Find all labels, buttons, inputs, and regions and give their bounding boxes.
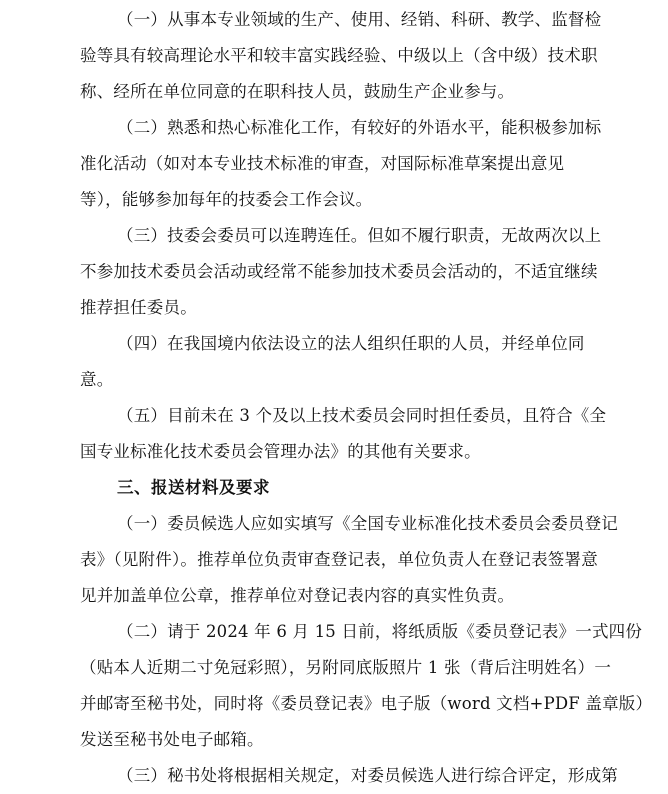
text-line: 不参加技术委员会活动或经常不能参加技术委员会活动的，不适宜继续 xyxy=(80,262,598,281)
text-line: 称、经所在单位同意的在职科技人员，鼓励生产企业参与。 xyxy=(80,82,515,101)
text-line: （一）委员候选人应如实填写《全国专业标准化技术委员会委员登记 xyxy=(117,514,618,533)
text-line: 发送至秘书处电子邮箱。 xyxy=(80,730,264,749)
text-line: （三）技委会委员可以连聘连任。但如不履行职责，无故两次以上 xyxy=(117,226,602,245)
text-line: （四）在我国境内依法设立的法人组织任职的人员，并经单位同 xyxy=(117,334,585,353)
text-line: （二）熟悉和热心标准化工作，有较好的外语水平，能积极参加标 xyxy=(117,118,602,137)
text-line: （贴本人近期二寸免冠彩照），另附同底版照片 1 张（背后注明姓名）一 xyxy=(80,658,612,677)
text-line: 推荐担任委员。 xyxy=(80,298,197,317)
text-line: （五）目前未在 3 个及以上技术委员会同时担任委员，且符合《全 xyxy=(117,406,607,425)
text-line: 见并加盖单位公章，推荐单位对登记表内容的真实性负责。 xyxy=(80,586,515,605)
text-line: （三）秘书处将根据相关规定，对委员候选人进行综合评定，形成第 xyxy=(117,766,618,785)
text-line: （二）请于 2024 年 6 月 15 日前，将纸质版《委员登记表》一式四份 xyxy=(117,622,643,641)
text-line: 等），能够参加每年的技委会工作会议。 xyxy=(80,190,373,209)
text-line: 准化活动（如对本专业技术标准的审查，对国际标准草案提出意见 xyxy=(80,154,565,173)
text-line: （一）从事本专业领域的生产、使用、经销、科研、教学、监督检 xyxy=(117,10,602,29)
text-line: 表》（见附件）。推荐单位负责审查登记表，单位负责人在登记表签署意 xyxy=(80,550,598,569)
text-line: 意。 xyxy=(80,370,114,389)
section-heading: 三、报送材料及要求 xyxy=(117,478,270,497)
text-line: 国专业标准化技术委员会管理办法》的其他有关要求。 xyxy=(80,442,481,461)
text-line: 验等具有较高理论水平和较丰富实践经验、中级以上（含中级）技术职 xyxy=(80,46,598,65)
text-line: 并邮寄至秘书处，同时将《委员登记表》电子版（word 文档+PDF 盖章版） xyxy=(80,694,653,713)
